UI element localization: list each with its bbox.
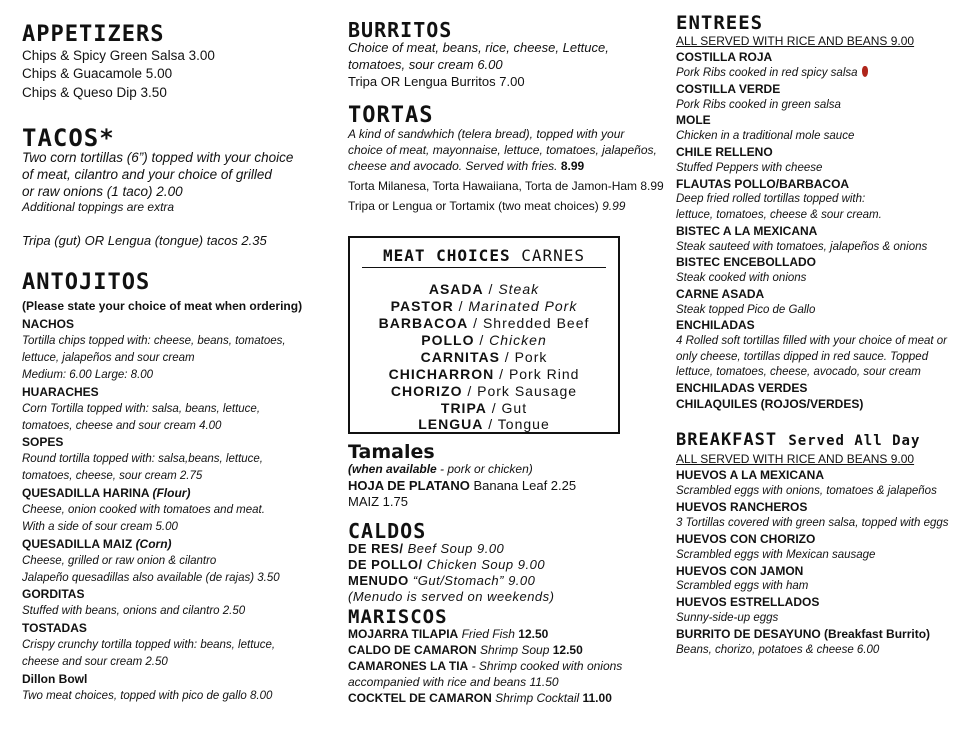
caldo-item: DE RES/ Beef Soup 9.00: [348, 541, 505, 556]
meat-choice-row: PASTOR / Marinated Pork: [390, 298, 578, 314]
meat-choice-row: BARBACOA / Shredded Beef: [378, 315, 590, 331]
burritos-desc: tomatoes, sour cream 6.00: [348, 57, 503, 72]
marisco-item: CALDO DE CAMARON Shrimp Soup 12.50: [348, 643, 583, 657]
nachos-desc: lettuce, jalapeños and sour cream: [22, 352, 195, 364]
gorditas-name: GORDITAS: [22, 587, 85, 601]
entree-name: COSTILLA ROJA: [676, 50, 773, 64]
entree-desc: Pork Ribs cooked in green salsa: [676, 99, 841, 111]
meat-choices-divider: [362, 267, 606, 268]
dillon-bowl-desc: Two meat choices, topped with pico de gallo 8.00: [22, 690, 273, 702]
breakfast-name: HUEVOS CON JAMON: [676, 564, 804, 578]
breakfast-name: HUEVOS CON CHORIZO: [676, 532, 816, 546]
quesadilla-maiz-desc: Cheese, grilled or raw onion & cilantro: [22, 555, 217, 567]
meat-choice-row: POLLO / Chicken: [421, 332, 547, 348]
tostadas-desc: Crispy crunchy tortilla topped with: beans, lettuce,: [22, 639, 276, 651]
huaraches-desc: Corn Tortilla topped with: salsa, beans, lettuce,: [22, 403, 261, 415]
breakfast-name: HUEVOS ESTRELLADOS: [676, 595, 820, 609]
meat-choice-row: TRIPA / Gut: [440, 400, 528, 416]
entree-name: COSTILLA VERDE: [676, 82, 781, 96]
entree-desc: Steak sauteed with tomatoes, jalapeños & onions: [676, 241, 928, 253]
tacos-heading: TACOS*: [22, 124, 115, 152]
breakfast-desc: 3 Tortillas covered with green salsa, topped with eggs: [676, 517, 949, 529]
marisco-item-cont: accompanied with rice and beans 11.50: [348, 675, 559, 689]
entrees-subtitle: ALL SERVED WITH RICE AND BEANS 9.00: [676, 34, 915, 48]
appetizer-item: Chips & Spicy Green Salsa 3.00: [22, 48, 215, 63]
tortas-desc: choice of meat, mayonnaise, lettuce, tomatoes, jalapeños,: [348, 143, 657, 157]
entree-desc: Stuffed Peppers with cheese: [676, 162, 823, 174]
entree-desc: Steak cooked with onions: [676, 272, 807, 284]
huaraches-desc: tomatoes, cheese and sour cream 4.00: [22, 420, 222, 432]
antojitos-note: (Please state your choice of meat when ordering): [22, 299, 303, 313]
entree-name: ENCHILADAS VERDES: [676, 381, 808, 395]
tacos-desc: of meat, cilantro and your choice of grilled: [22, 167, 272, 182]
entree-desc: Deep fried rolled tortillas topped with:: [676, 193, 866, 205]
meat-choice-row: CHORIZO / Pork Sausage: [390, 383, 578, 399]
sopes-desc: Round tortilla topped with: salsa,beans, lettuce,: [22, 453, 264, 465]
menudo-note: (Menudo is served on weekends): [348, 589, 555, 604]
tamales-availability: (when available - pork or chicken): [348, 462, 533, 476]
meat-choice-row: CHICHARRON / Pork Rind: [388, 366, 580, 382]
breakfast-desc: Scrambled eggs with onions, tomatoes & jalapeños: [676, 485, 937, 497]
dillon-bowl-name: Dillon Bowl: [22, 672, 88, 686]
quesadilla-harina-desc: With a side of sour cream 5.00: [22, 521, 178, 533]
tacos-tripa: Tripa (gut) OR Lengua (tongue) tacos 2.35: [22, 233, 267, 248]
meat-choice-row: CARNITAS / Pork: [420, 349, 548, 365]
tortas-line1: Torta Milanesa, Torta Hawaiiana, Torta de Jamon-Ham 8.99: [348, 179, 664, 193]
entree-name: BISTEC ENCEBOLLADO: [676, 255, 817, 269]
tostadas-name: TOSTADAS: [22, 621, 87, 635]
breakfast-desc: Scrambled eggs with Mexican sausage: [676, 549, 876, 561]
burritos-desc: Choice of meat, beans, rice, cheese, Lettuce,: [348, 40, 609, 55]
breakfast-desc: Scrambled eggs with ham: [676, 580, 809, 592]
tortas-desc: cheese and avocado. Served with fries. 8.99: [348, 159, 585, 173]
nachos-price: Medium: 6.00 Large: 8.00: [22, 369, 154, 381]
marisco-item: COCKTEL DE CAMARON Shrimp Cocktail 11.00: [348, 691, 612, 705]
tamales-heading: Tamales: [348, 441, 435, 463]
tacos-desc: or raw onions (1 taco) 2.00: [22, 184, 183, 199]
tamales-maiz: MAIZ 1.75: [348, 494, 408, 509]
appetizer-item: Chips & Guacamole 5.00: [22, 66, 173, 81]
antojitos-heading: ANTOJITOS: [22, 270, 151, 295]
entree-name: FLAUTAS POLLO/BARBACOA: [676, 177, 850, 191]
meat-choices-title: MEAT CHOICES CARNES: [382, 246, 586, 265]
entrees-heading: ENTREES: [676, 12, 764, 34]
breakfast-desc: Sunny-side-up eggs: [676, 612, 779, 624]
entree-desc: lettuce, tomatoes, cheese & sour cream.: [676, 209, 882, 221]
breakfast-name: HUEVOS A LA MEXICANA: [676, 468, 825, 482]
quesadilla-maiz-name: QUESADILLA MAIZ (Corn): [22, 537, 172, 551]
meat-choice-row: ASADA / Steak: [428, 281, 540, 297]
nachos-name: NACHOS: [22, 317, 75, 331]
tacos-extra: Additional toppings are extra: [22, 200, 175, 214]
huaraches-name: HUARACHES: [22, 385, 99, 399]
entree-name: ENCHILADAS: [676, 318, 755, 332]
entree-desc: Steak topped Pico de Gallo: [676, 304, 816, 316]
entree-desc: only cheese, tortillas dipped in red sauce. Topped: [676, 351, 929, 363]
chili-pepper-icon: [862, 66, 868, 77]
breakfast-subtitle: ALL SERVED WITH RICE AND BEANS 9.00: [676, 452, 915, 466]
gorditas-desc: Stuffed with beans, onions and cilantro 2.50: [22, 605, 246, 617]
entree-desc: lettuce, tomatoes, cheese, avocado, sour cream: [676, 366, 921, 378]
entree-name: BISTEC A LA MEXICANA: [676, 224, 818, 238]
appetizers-heading: APPETIZERS: [22, 22, 165, 47]
breakfast-name: HUEVOS RANCHEROS: [676, 500, 808, 514]
entree-desc: 4 Rolled soft tortillas filled with your choice of meat or: [676, 335, 948, 347]
tamales-hoja: HOJA DE PLATANO Banana Leaf 2.25: [348, 478, 577, 493]
quesadilla-harina-desc: Cheese, onion cooked with tomatoes and meat.: [22, 504, 265, 516]
caldo-item: DE POLLO/ Chicken Soup 9.00: [348, 557, 546, 572]
breakfast-desc: Beans, chorizo, potatoes & cheese 6.00: [676, 644, 880, 656]
breakfast-name: BURRITO DE DESAYUNO (Breakfast Burrito): [676, 627, 931, 641]
entree-name: MOLE: [676, 113, 711, 127]
quesadilla-harina-name: QUESADILLA HARINA (Flour): [22, 486, 191, 500]
quesadilla-maiz-desc: Jalapeño quesadillas also available (de rajas) 3.50: [22, 572, 280, 584]
entree-name: CARNE ASADA: [676, 287, 765, 301]
marisco-item: CAMARONES LA TIA - Shrimp cooked with onions: [348, 659, 623, 673]
meat-choice-row: LENGUA / Tongue: [418, 416, 550, 432]
tacos-desc: Two corn tortillas (6”) topped with your choice: [22, 150, 294, 165]
tortas-desc: A kind of sandwhich (telera bread), topped with your: [348, 127, 625, 141]
burritos-tripa: Tripa OR Lengua Burritos 7.00: [348, 74, 525, 89]
tortas-heading: TORTAS: [348, 103, 434, 128]
appetizer-item: Chips & Queso Dip 3.50: [22, 85, 167, 100]
caldo-item: MENUDO “Gut/Stomach” 9.00: [348, 573, 536, 588]
tostadas-desc: cheese and sour cream 2.50: [22, 656, 168, 668]
burritos-heading: BURRITOS: [348, 18, 453, 42]
breakfast-heading: BREAKFAST Served All Day: [676, 430, 921, 450]
entree-name: CHILE RELLENO: [676, 145, 773, 159]
sopes-name: SOPES: [22, 435, 64, 449]
caldos-heading: CALDOS: [348, 519, 427, 543]
nachos-desc: Tortilla chips topped with: cheese, beans, tomatoes,: [22, 335, 286, 347]
entree-desc: Pork Ribs cooked in red spicy salsa: [676, 66, 868, 81]
marisco-item: MOJARRA TILAPIA Fried Fish 12.50: [348, 627, 549, 641]
mariscos-heading: MARISCOS: [348, 606, 448, 628]
sopes-desc: tomatoes, cheese, sour cream 2.75: [22, 470, 203, 482]
entree-desc: Chicken in a traditional mole sauce: [676, 130, 855, 142]
entree-name: CHILAQUILES (ROJOS/VERDES): [676, 397, 864, 411]
meat-choices-box: [348, 236, 620, 434]
tortas-line2: Tripa or Lengua or Tortamix (two meat choices) 9.99: [348, 199, 626, 213]
